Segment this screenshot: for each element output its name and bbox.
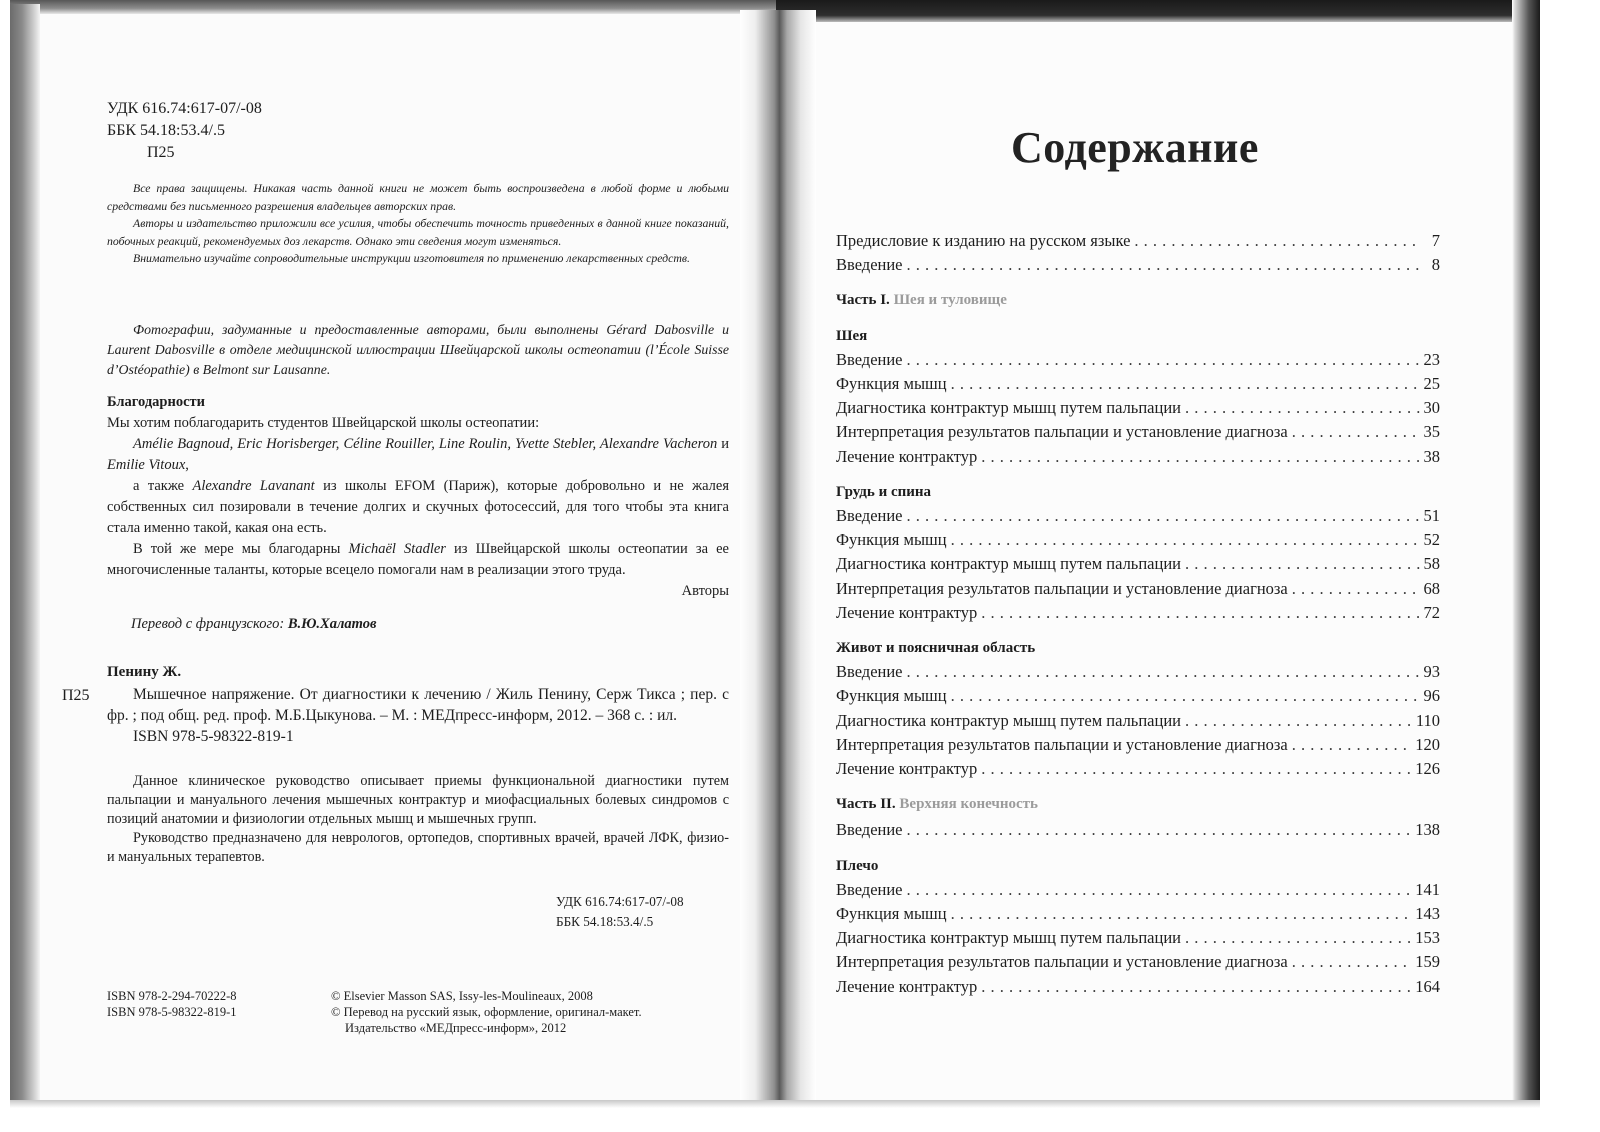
book-gutter [740,10,816,1102]
toc-entry-label: Диагностика контрактур мышц путем пальпации [836,398,1181,418]
toc-part-number: Часть II. [836,796,896,813]
rights-notice [107,180,729,268]
photo-credits: Фотографии, задуманные и предоставленные авторами, были выполнены Gérard Dabosville и Laurent Dabosville в отделе медицинской иллюстрации Швейцарской школы остеопатии (l’École Suisse d’Ostéopathie) в Belmont sur Lausanne. [107,322,729,377]
toc-leader-dots [907,252,1422,278]
toc-entry [836,877,1440,903]
translator-name: В.Ю.Халатов [287,616,377,632]
toc-leader-dots [981,974,1411,1000]
toc-entry-label: Интерпретация результатов пальпации и установление диагноза [836,422,1288,442]
authors-signature: Авторы [681,583,729,599]
copyright-line: © Elsevier Masson SAS, Issy-les-Moulineaux, 2008 [331,989,593,1003]
toc-entry-label: Лечение контрактур [836,759,978,778]
toc-entry-page: 52 [1423,530,1440,550]
cover-edge-top-right [776,0,1540,22]
toc-entry-page: 25 [1423,374,1440,393]
toc-entry [836,600,1440,626]
punctuation: , [185,457,189,473]
translator-credit [131,614,731,634]
toc-entry [836,756,1440,782]
student-name-last: Emilie Vitoux [107,457,186,473]
toc-entry [836,901,1440,927]
toc-entry [836,732,1440,758]
toc-entry-page: 138 [1415,820,1440,840]
toc-entry [836,347,1440,373]
author-mark-side: П25 [62,687,90,704]
toc-leader-dots [907,877,1412,903]
toc-entry-label: Функция мышц [836,374,947,393]
toc-leader-dots [907,347,1420,373]
toc-leader-dots [1185,925,1411,951]
toc-entry-page: 159 [1415,952,1440,972]
toc-entry-label: Введение [836,820,903,840]
translator-label: Перевод с французского: [131,616,288,632]
isbn-list [107,988,237,1020]
toc-leader-dots [951,527,1420,553]
text-fragment: В той же мере мы благодарны [133,541,349,557]
toc-entry-label: Введение [836,349,903,369]
isbn-entry: ISBN 978-5-98322-819-1 [107,1005,237,1019]
toc-section-heading: Шея [836,327,868,344]
conjunction: и [717,436,729,452]
toc-entry-page: 38 [1423,446,1440,466]
acknowledgements-heading: Благодарности [107,394,206,410]
bibliographic-description: Мышечное напряжение. От диагностики к лечению / Жиль Пенину, Серж Тикса ; пер. с фр. ; под общ. ред. проф. М.Б.Цыкунова. – М. : МЕДпресс-информ, 2012. – 368 с. : ил. [107,686,729,724]
toc-part-title: Шея и туловище [893,292,1007,309]
isbn-entry: ISBN 978-2-294-70222-8 [107,989,237,1003]
toc-entry-page: 93 [1423,662,1440,682]
toc-entry [836,576,1440,602]
toc-entry-page: 141 [1415,879,1440,899]
toc-part-title: Верхняя конечность [899,796,1038,813]
annotation-paragraph: Руководство предназначено для неврологов, ортопедов, спортивных врачей, врачей ЛФК, физио- и мануальных терапевтов. [107,830,729,865]
annotation-paragraph: Данное клиническое руководство описывает приемы функциональной диагностики путем пальпации и мануального лечения мышечных контрактур и миофасциальных болевых синдромов с позиций анатомии и физиологии отдельных мышц и мышечных групп. [107,773,729,827]
toc-entry-page: 30 [1423,398,1440,418]
copyright-block [331,988,642,1036]
toc-leader-dots [951,901,1412,927]
cover-edge-left [10,4,40,1102]
classification-bottom [556,892,684,932]
toc-entry [836,551,1440,577]
toc-entry [836,444,1440,470]
contents-title: Содержание [1011,123,1259,172]
toc-leader-dots [981,444,1419,470]
toc-entry [836,949,1440,975]
annotation [107,772,729,867]
bbk-code: ББК 54.18:53.4/.5 [107,122,225,139]
toc-entry-label: Лечение контрактур [836,976,978,996]
toc-entry-page: 126 [1415,759,1440,778]
toc-part-number: Часть I. [836,292,890,309]
acknowledgement-paragraph [107,539,729,581]
toc-entry-label: Введение [836,662,903,682]
toc-section-heading: Плечо [836,857,879,874]
toc-entry-label: Лечение контрактур [836,446,978,466]
toc-entry-label: Диагностика контрактур мышц путем пальпации [836,928,1181,948]
toc-leader-dots [1134,228,1422,254]
toc-entry [836,503,1440,529]
toc-entry-page: 8 [1431,255,1440,275]
acknowledgement-paragraph [107,476,729,539]
toc-entry [836,419,1440,445]
toc-section-heading: Грудь и спина [836,483,932,500]
toc-entry [836,925,1440,951]
toc-leader-dots [907,659,1420,685]
toc-entry-page: 143 [1415,904,1440,923]
toc-entry [836,708,1440,734]
toc-entry-page: 96 [1423,686,1440,706]
toc-entry-label: Предисловие к изданию на русском языке [836,231,1131,250]
toc-leader-dots [1292,576,1420,602]
toc-entry-label: Введение [836,879,903,899]
toc-entry-page: 35 [1423,422,1440,442]
rights-paragraph: Все права защищены. Никакая часть данной книги не может быть воспроизведена в любой форме и любыми средствами без письменного разрешения владельцев авторских прав. [107,181,729,213]
udk-code: УДК 616.74:617-07/-08 [107,100,262,117]
toc-leader-dots [981,756,1411,782]
toc-leader-dots [1292,419,1420,445]
toc-entry-label: Интерпретация результатов пальпации и установление диагноза [836,734,1288,754]
toc-entry-label: Введение [836,506,903,525]
classification-block [107,98,262,164]
toc-entry-page: 68 [1423,578,1440,598]
toc-entry-page: 51 [1423,506,1440,525]
isbn-main: ISBN 978-5-98322-819-1 [133,728,294,745]
toc-entry [836,527,1440,553]
toc-leader-dots [1185,551,1420,577]
toc-entry-label: Введение [836,255,903,275]
toc-entry-label: Функция мышц [836,904,947,923]
toc-entry [836,371,1440,397]
acknowledgements-intro: Мы хотим поблагодарить студентов Швейцарской школы остеопатии: [107,415,540,431]
toc-entry-label: Диагностика контрактур мышц путем пальпации [836,554,1181,574]
student-names: Amélie Bagnoud, Eric Horisberger, Céline Rouiller, Line Roulin, Yvette Stebler, Alexandre Vacheron [133,436,718,452]
acknowledgements [107,392,729,602]
cover-edge-right [1512,0,1540,1106]
bibliographic-record [107,684,729,747]
toc-entry-page: 72 [1423,602,1440,622]
author-heading: Пенину Ж. [107,664,182,680]
copyright-line: © Перевод на русский язык, оформление, оригинал-макет. [331,1005,642,1019]
copyright-line: Издательство «МЕДпресс-информ», 2012 [345,1021,567,1035]
toc-section-heading: Живот и поясничная область [836,640,1036,656]
toc-entry [836,974,1440,1000]
person-name: Michaël Stadler [348,541,446,557]
toc-part-heading [836,287,1007,313]
toc-entry-label: Лечение контрактур [836,602,978,622]
text-fragment: из школы EFOM (Париж), которые добровольно и не жалея собственных сил позировали в течение долгих и скучных фотосессий, для того чтобы эта книга стала именно такой, какая она есть. [107,478,729,536]
page-bottom-edge [10,1100,1540,1108]
toc-entry [836,395,1440,421]
toc-entry-page: 110 [1415,710,1440,730]
text-fragment: из Швейцарской школы остеопатии за ее многочисленные таланты, которые всецело помогали нам в реализации этого труда. [107,541,729,578]
toc-entry-label: Функция мышц [836,530,947,550]
toc-leader-dots [1185,708,1412,734]
toc-entry-label: Интерпретация результатов пальпации и установление диагноза [836,578,1288,598]
author-mark: П25 [147,144,175,161]
toc-entry-page: 7 [1431,231,1440,250]
bbk-code-bottom: ББК 54.18:53.4/.5 [556,914,654,929]
cover-edge-top-left [10,0,776,14]
toc-entry-page: 58 [1423,554,1440,574]
toc-leader-dots [1292,732,1411,758]
toc-leader-dots [981,600,1419,626]
toc-entry-label: Интерпретация результатов пальпации и установление диагноза [836,952,1288,972]
toc-entry-label: Диагностика контрактур мышц путем пальпации [836,710,1181,730]
toc-entry-page: 23 [1423,349,1440,369]
toc-entry [836,683,1440,709]
toc-leader-dots [1185,395,1420,421]
toc-entry [836,659,1440,685]
toc-part-heading [836,791,1038,817]
toc-entry [836,252,1440,278]
toc-entry [836,817,1440,843]
rights-paragraph: Авторы и издательство приложили все усилия, чтобы обеспечить точность приведенных в данной книге показаний, побочных реакций, рекомендуемых доз лекарств. Однако эти сведения могут изменяться. [107,216,729,248]
toc-entry-page: 164 [1415,976,1440,996]
udk-code-bottom: УДК 616.74:617-07/-08 [556,894,684,909]
students-list [107,434,729,476]
toc-leader-dots [951,371,1420,397]
toc-leader-dots [951,683,1420,709]
toc-leader-dots [907,503,1420,529]
rights-paragraph: Внимательно изучайте сопроводительные инструкции изготовителя по применению лекарственных средств. [133,251,690,265]
person-name: Alexandre Lavanant [192,478,315,494]
text-fragment: а также [133,478,193,494]
toc-entry-page: 120 [1415,734,1440,754]
toc-entry [836,228,1440,254]
toc-entry-page: 153 [1415,928,1440,948]
toc-entry-label: Функция мышц [836,686,947,706]
toc-leader-dots [907,817,1412,843]
toc-leader-dots [1292,949,1411,975]
